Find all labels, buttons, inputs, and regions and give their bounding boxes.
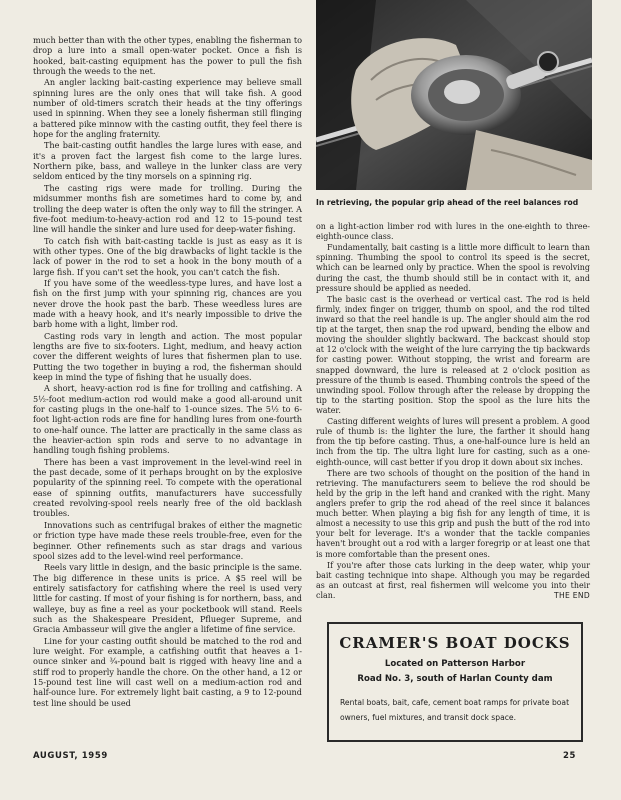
ad-location-line: Located on Patterson Harbor	[384, 659, 526, 669]
page-number: 25	[563, 751, 577, 761]
article-paragraph: Casting different weights of lures will present a problem. A good rule of thumb is: the lighter the lure, the farther it should hang from the tip before casting. Thus, a one-half-ounce lure is held an inch from the tip. The ultra light lure for casting, such as a one-eighth-ounce, will cast better if you drop it down about six inches.	[316, 417, 590, 467]
article-paragraph: Line for your casting outfit should be matched to the rod and lure weight. For example, a catfishing outfit that heaves a 1-ounce sinker and ¾-pound bait is rigged with heavy line and a stiff rod to properly handle the chore. On the other hand, a 12 or 15-pound test line will cast well on a medium-action rod and half-ounce lure. For extremely light bait casting, a 9 to 12-pound test line should be used	[33, 635, 302, 708]
the-end-marker: THE END	[554, 590, 590, 600]
article-paragraph: There are two schools of thought on the position of the hand in retrieving. The manufacturers seem to believe the rod should be held by the grip in the left hand and cranked with the right. Many anglers prefer to grip the rod ahead of the reel since it balances much better. When playing a big fish for any length of time, it is almost a necessity to use this grip and push the butt of the rod into your belt for leverage. It's a wonder that the tackle companies haven't brought out a rod with a larger foregrip or at least one that is more comfortable than the present ones.	[316, 468, 590, 559]
article-paragraph: Innovations such as centrifugal brakes of either the magnetic or friction type have made these reels trouble-free, even for the beginner. Other refinements such as star drags and various spool sizes add to the level-wind reel performance.	[33, 519, 302, 561]
article-paragraph: Casting rods vary in length and action. The most popular lengths are five to six-footers. Light, medium, and heavy action cover the different weights of lures that fishermen plan to use. Putting the two together in buying a rod, the fisherman should keep in mind the type of fishing that he usually does.	[33, 330, 302, 382]
ad-road-line: Road No. 3, south of Harlan County dam	[357, 674, 553, 684]
article-paragraph: Fundamentally, bait casting is a little more difficult to learn than spinning. Thumbing the spool to control its speed is the secret, which can be learned only by practice. When the spool is revolving during the cast, the thumb should still be in contact with it, and pressure should be applied as needed.	[316, 243, 590, 293]
article-paragraph: An angler lacking bait-casting experience may believe small spinning lures are the only ones that will take fish. A good number of old-timers scratch their heads at the tiny offerings used in spinning. When they see a lonely fisherman still flinging a battered pike minnow with the casting outfit, they feel there is hope for the angling fraternity.	[33, 77, 302, 140]
article-paragraph: If you're after those cats lurking in the deep water, whip your bait casting technique into shape. Although you may be regarded as an outcast at first, real fishermen will welcome you into their clan. THE END	[316, 560, 590, 600]
right-article-column	[316, 222, 590, 602]
footer-date: AUGUST, 1959	[33, 751, 108, 761]
article-paragraph: If you have some of the weedless-type lures, and have lost a fish on the first jump with your spinning rig, chances are you never drove the hook past the barb. These weedless lures are made with a heavy hook, and it's nearly impossible to drive the barb home with a light, limber rod.	[33, 277, 302, 330]
article-paragraph: To catch fish with bait-casting tackle is just as easy as it is with other types. One of the big drawbacks of light tackle is the lack of power in the rod to set a hook in the bony mouth of a large fish. If you can't set the hook, you can't catch the fish.	[33, 235, 302, 277]
ad-body-text: Rental boats, bait, cafe, cement boat ramps for private boat owners, fuel mixtures, and transit dock space.	[340, 698, 570, 722]
article-paragraph: There has been a vast improvement in the level-wind reel in the past decade, some of it perhaps brought on by the explosive popularity of the spinning reel. To compete with the operational ease of spinning outfits, manufacturers have successfully created revolving-spool reels nearly free of the old backlash troubles.	[33, 456, 302, 519]
left-article-column	[33, 35, 302, 709]
article-paragraph: The basic cast is the overhead or vertical cast. The rod is held firmly, index finger on trigger, thumb on spool, and the rod tilted inward so that the reel handle is up. The angler should aim the rod tip at the target, then snap the rod upward, bending the elbow and moving the shoulder slightly backward. The backcast should stop at 12 o'clock with the weight of the lure carrying the tip backwards for casting power. Without stopping, the wrist and forearm are snapped downward, the lure is released at 2 o'clock position as pressure of the thumb is eased. Thumbing controls the speed of the unwinding spool. Follow through after the release by dropping the tip to the starting position. Stop the spool as the lure hits the water.	[316, 294, 590, 415]
cramers-boat-docks-ad	[327, 622, 583, 742]
ad-heading: CRAMER'S BOAT DOCKS	[339, 634, 571, 652]
article-paragraph: Reels vary little in design, and the basic principle is the same. The big difference in these units is price. A $5 reel will be entirely satisfactory for catfishing where the reel is used very little for casting. If most of your fishing is for northern, bass, and walleye, buy as fine a reel as your pocketbook will stand. Reels such as the Shakespeare President, Pflueger Supreme, and Gracia Ambasseur will give the angler a lifetime of fine service.	[33, 562, 302, 635]
reel-grip-photo-graphic	[316, 0, 592, 190]
article-paragraph: A short, heavy-action rod is fine for trolling and catfishing. A 5½-foot medium-action rod would make a good all-around unit for casting plugs in the one-half to 1-ounce sizes. The 5½ to 6-foot light-action rods are fine for handling lures from one-fourth to one-half ounce. The latter are practically in the same class as the heavier-action spin rods and serve to no advantage in handling tough fishing problems.	[33, 383, 302, 456]
photo-caption: In retrieving, the popular grip ahead of the reel balances rod	[316, 198, 579, 207]
article-paragraph: The casting rigs were made for trolling. During the midsummer months fish are sometimes hard to come by, and trolling the deep water is often the only way to fill the stringer. A five-foot medium-to-heavy-action rod and 12 to 15-pound test line will handle the sinker and lure used for deep-water fishing.	[33, 182, 302, 235]
reel-grip-photo	[316, 0, 592, 190]
article-paragraph: on a light-action limber rod with lures in the one-eighth to three-eighth-ounce class.	[316, 222, 590, 242]
article-paragraph: much better than with the other types, enabling the fisherman to drop a lure into a small open-water pocket. Once a fish is hooked, bait-casting equipment has the power to pull the fish through the weeds to the net.	[33, 35, 302, 77]
article-paragraph: The bait-casting outfit handles the large lures with ease, and it's a proven fact the largest fish come to the large lures. Northern pike, bass, and walleye in the lunker class are very seldom enticed by the tiny morsels on a spinning rig.	[33, 140, 302, 182]
